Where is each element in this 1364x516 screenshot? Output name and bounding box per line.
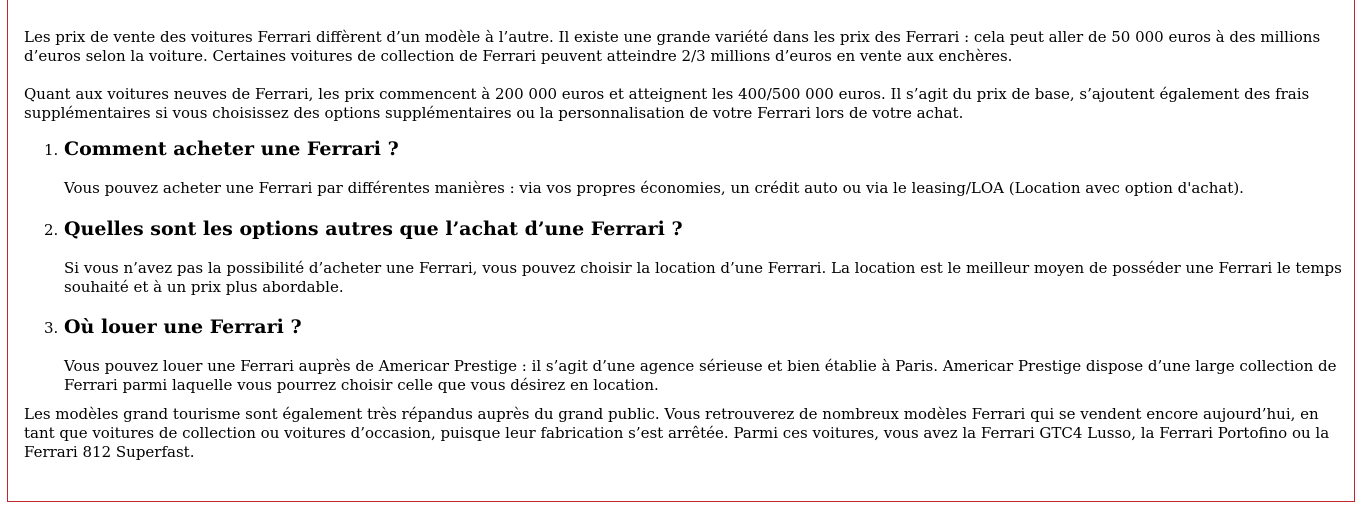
faq-question: Comment acheter une Ferrari ? xyxy=(64,138,399,160)
faq-list xyxy=(24,135,1349,393)
faq-number: 3. xyxy=(44,319,59,337)
faq-answer: Si vous n’avez pas la possibilité d’acheter une Ferrari, vous pouvez choisir la location d’une Ferrari. La location est le meilleur moyen de posséder une Ferrari le temps souhaité et à un prix plus abordable. xyxy=(64,259,1342,296)
faq-answer: Vous pouvez louer une Ferrari auprès de Americar Prestige : il s’agit d’une agence sérieuse et bien établie à Paris. Americar Prestige dispose d’une large collection de Ferrari parmi laquelle vous pourrez choisir celle que vous désirez en location. xyxy=(64,357,1337,394)
faq-number: 2. xyxy=(44,221,59,239)
faq-question: Où louer une Ferrari ? xyxy=(64,316,302,338)
faq-item-rent xyxy=(24,313,1349,393)
faq-number: 1. xyxy=(44,141,59,159)
faq-question: Quelles sont les options autres que l’achat d’une Ferrari ? xyxy=(64,218,683,240)
faq-item-buy xyxy=(24,135,1349,215)
article-content xyxy=(24,28,1349,462)
intro-paragraph-new-cars: Quant aux voitures neuves de Ferrari, les prix commencent à 200 000 euros et atteignent les 400/500 000 euros. Il s’agit du prix de base, s’ajoutent également des frais supplémentaires si vous choisissez des options supplémentaires ou la personnalisation de votre Ferrari lors de votre achat. xyxy=(24,85,1310,122)
intro-paragraph-prices: Les prix de vente des voitures Ferrari diffèrent d’un modèle à l’autre. Il existe une grande variété dans les prix des Ferrari : cela peut aller de 50 000 euros à des millions d’euros selon la voiture. Certaines voitures de collection de Ferrari peuvent atteindre 2/3 millions d’euros en vente aux enchères. xyxy=(24,28,1321,65)
faq-item-alternatives xyxy=(24,215,1349,313)
outro-paragraph: Les modèles grand tourisme sont également très répandus auprès du grand public. Vous retrouverez de nombreux modèles Ferrari qui se vendent encore aujourd’hui, en tant que voitures de collection ou voitures d’occasion, puisque leur fabrication s’est arrêtée. Parmi ces voitures, vous avez la Ferrari GTC4 Lusso, la Ferrari Portofino ou la Ferrari 812 Superfast. xyxy=(24,405,1330,461)
faq-answer: Vous pouvez acheter une Ferrari par différentes manières : via vos propres économies, un crédit auto ou via le leasing/LOA (Location avec option d'achat). xyxy=(64,179,1244,197)
